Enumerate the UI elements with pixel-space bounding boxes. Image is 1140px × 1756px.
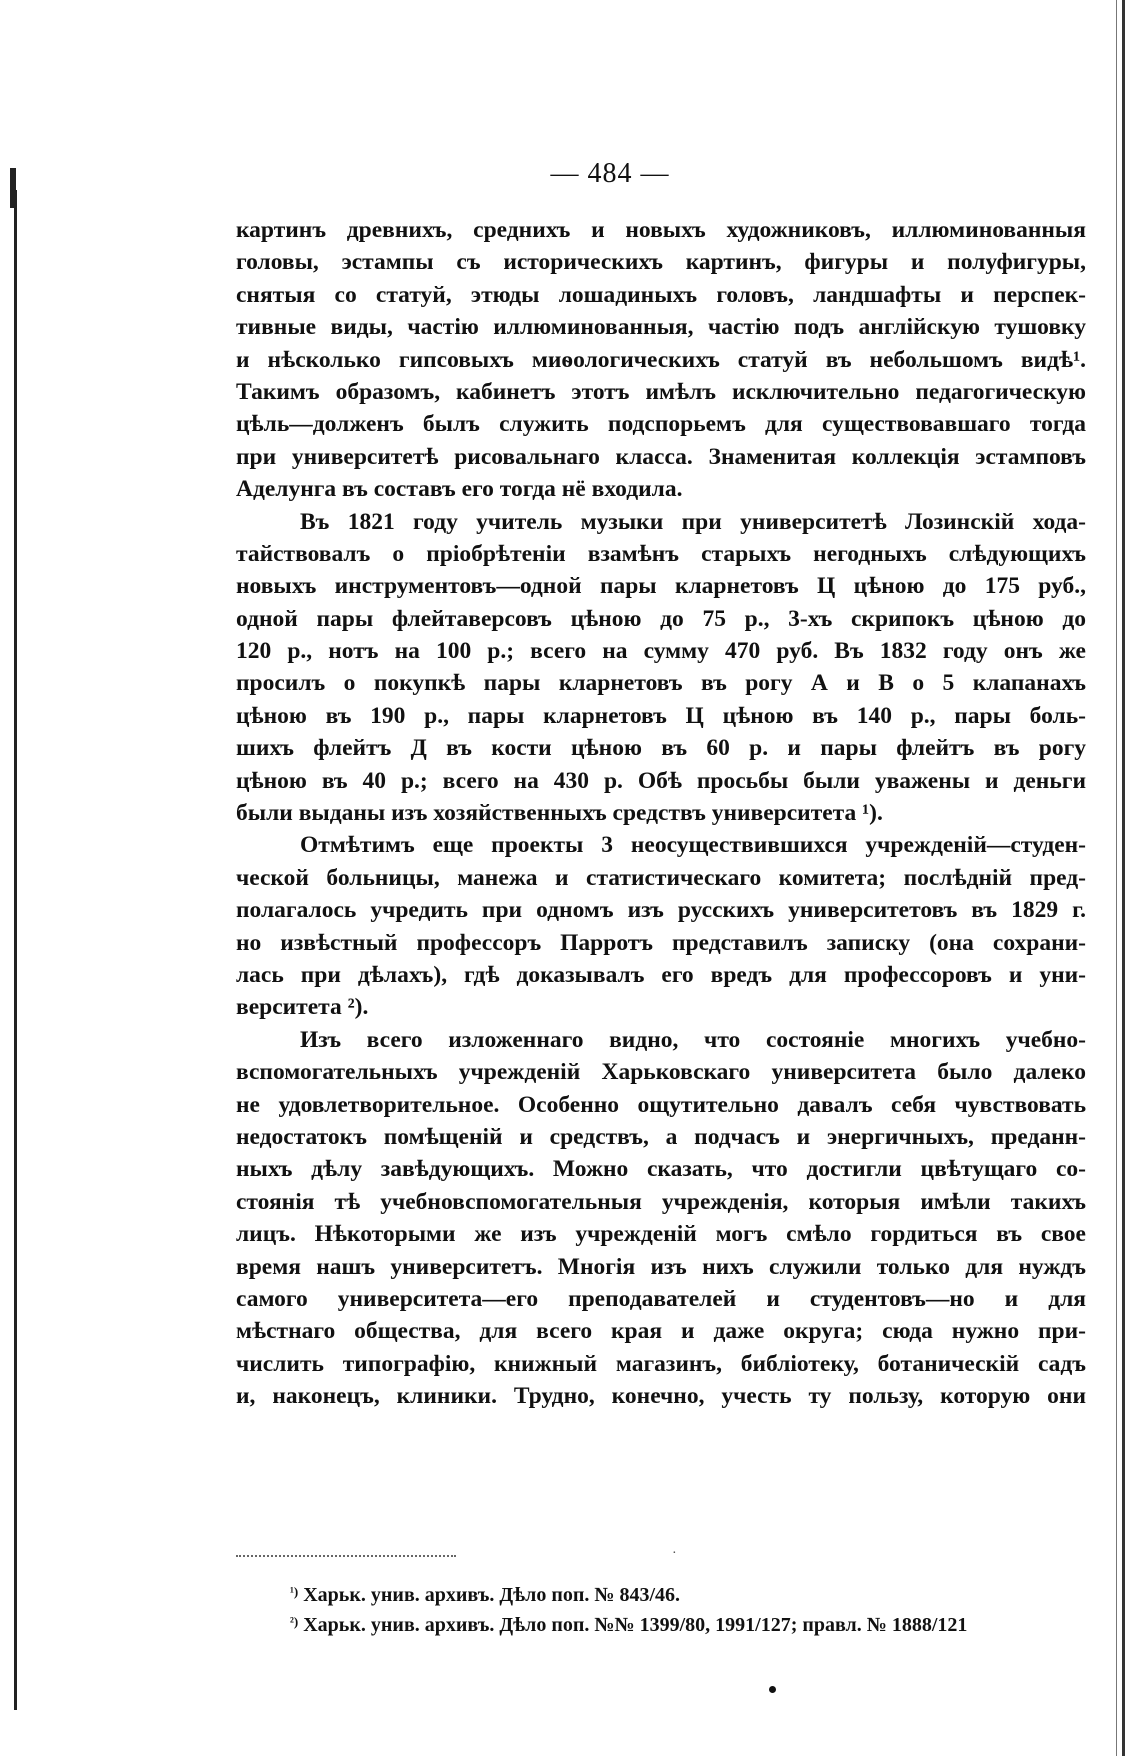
- text-line: не удовлетворительное. Особенно ощутительно давалъ себя чувствовать: [236, 1091, 1086, 1118]
- text-line: цѣль—долженъ былъ служить подспорьемъ для существовавшаго тогда: [236, 411, 1086, 438]
- print-speck: ·: [672, 1546, 677, 1561]
- text-line: лась при дѣлахъ), гдѣ доказывалъ его вредъ для профессоровъ и уни-: [236, 961, 1086, 988]
- text-line: Аделунга въ составъ его тогда нё входила.: [236, 476, 683, 503]
- scan-left-edge: [14, 190, 17, 1710]
- text-line: тайствовалъ о пріобрѣтеніи взамѣнъ старыхъ негодныхъ слѣдующихъ: [236, 540, 1086, 567]
- text-line: недостатокъ помѣщеній и средствъ, а подчасъ и энергичныхъ, преданн-: [236, 1123, 1086, 1150]
- paragraph: [236, 214, 1086, 506]
- text-line: и, наконецъ, клиники. Трудно, конечно, учесть ту пользу, которую они: [236, 1383, 1086, 1410]
- page-number: — 484 —: [550, 158, 670, 189]
- text-line: Въ 1821 году учитель музыки при университетѣ Лозинскій хода-: [300, 508, 1086, 535]
- text-line: время нашъ университетъ. Многія изъ нихъ служили только для нуждъ: [236, 1253, 1086, 1280]
- text-line: Изъ всего изложеннаго видно, что состояніе многихъ учебно-: [300, 1026, 1086, 1053]
- paragraph: [236, 829, 1086, 1023]
- text-line: стоянія тѣ учебновспомогательныя учрежденія, которыя имѣли такихъ: [236, 1188, 1086, 1215]
- text-line: числить типографію, книжный магазинъ, библіотеку, ботаническій садъ: [236, 1350, 1086, 1377]
- paragraph: [236, 506, 1086, 830]
- text-line: самого университета—его преподавателей и студентовъ—но и для: [236, 1285, 1086, 1312]
- text-line: новыхъ инструментовъ—одной пары кларнетовъ Ц цѣною до 175 руб.,: [236, 573, 1086, 600]
- text-line: снятыя со статуй, этюды лошадиныхъ головъ, ландшафты и перспек-: [236, 281, 1086, 308]
- text-line: мѣстнаго общества, для всего края и даже округа; сюда нужно при-: [236, 1318, 1086, 1345]
- scan-right-edge: [1122, 0, 1125, 1756]
- text-line: цѣною въ 190 р., пары кларнетовъ Ц цѣною въ 140 р., пары боль-: [236, 702, 1086, 729]
- text-line: 120 р., нотъ на 100 р.; всего на сумму 470 руб. Въ 1832 году онъ же: [236, 638, 1086, 665]
- text-line: просилъ о покупкѣ пары кларнетовъ въ рогу А и В о 5 клапанахъ: [236, 670, 1086, 697]
- text-line: головы, эстампы съ историческихъ картинъ, фигуры и полуфигуры,: [236, 249, 1086, 276]
- footnote: [290, 1580, 1090, 1610]
- text-line: ныхъ дѣлу завѣдующихъ. Можно сказать, что достигли цвѣтущаго со-: [236, 1156, 1086, 1183]
- text-line: были выданы изъ хозяйственныхъ средствъ университета ¹).: [236, 800, 883, 827]
- text-line: тивные виды, частію иллюминованныя, частію подъ англійскую тушовку: [236, 314, 1086, 341]
- text-line: и нѣсколько гипсовыхъ миѳологическихъ статуй въ небольшомъ видѣ¹.: [236, 346, 1086, 373]
- text-line: вспомогательныхъ учрежденій Харьковскаго университета было далеко: [236, 1059, 1086, 1086]
- text-line: верситета ²).: [236, 994, 369, 1021]
- footnote-mark: ¹): [290, 1584, 299, 1599]
- footnote-text: Харьк. унив. архивъ. Дѣло поп. № 843/46.: [303, 1584, 681, 1606]
- text-line: но извѣстный профессоръ Парротъ представилъ записку (она сохрани-: [236, 929, 1086, 956]
- ink-dot: [769, 1686, 776, 1693]
- text-line: одной пары флейтаверсовъ цѣною до 75 р., 3-хъ скрипокъ цѣною до: [236, 605, 1086, 632]
- text-line: лицъ. Нѣкоторыми же изъ учрежденій могъ смѣло гордиться въ свое: [236, 1221, 1086, 1248]
- footnotes: [290, 1580, 1090, 1640]
- text-line: Отмѣтимъ еще проекты 3 неосуществившихся учрежденій—студен-: [300, 832, 1086, 859]
- footnote-text: Харьк. унив. архивъ. Дѣло поп. №№ 1399/80, 1991/127; правл. № 1888/121: [303, 1614, 968, 1636]
- footnote: [290, 1610, 1090, 1640]
- footnote-separator: [236, 1555, 456, 1557]
- footnote-mark: ²): [290, 1614, 299, 1629]
- text-line: при университетѣ рисовальнаго класса. Знаменитая коллекція эстамповъ: [236, 443, 1086, 470]
- text-line: полагалось учредить при одномъ изъ русскихъ университетовъ въ 1829 г.: [236, 897, 1086, 924]
- text-line: Такимъ образомъ, кабинетъ этотъ имѣлъ исключительно педагогическую: [236, 378, 1086, 405]
- text-line: цѣною въ 40 р.; всего на 430 р. Обѣ просьбы были уважены и деньги: [236, 767, 1086, 794]
- scan-right-edge-inner: [1116, 0, 1117, 1756]
- text-line: картинъ древнихъ, среднихъ и новыхъ художниковъ, иллюминованныя: [236, 217, 1086, 243]
- paragraph: [236, 1024, 1086, 1413]
- body-text: [236, 214, 1086, 1412]
- text-line: шихъ флейтъ Д въ кости цѣною въ 60 р. и пары флейтъ въ рогу: [236, 735, 1086, 762]
- text-line: ческой больницы, манежа и статистическаго комитета; послѣдній пред-: [236, 864, 1086, 891]
